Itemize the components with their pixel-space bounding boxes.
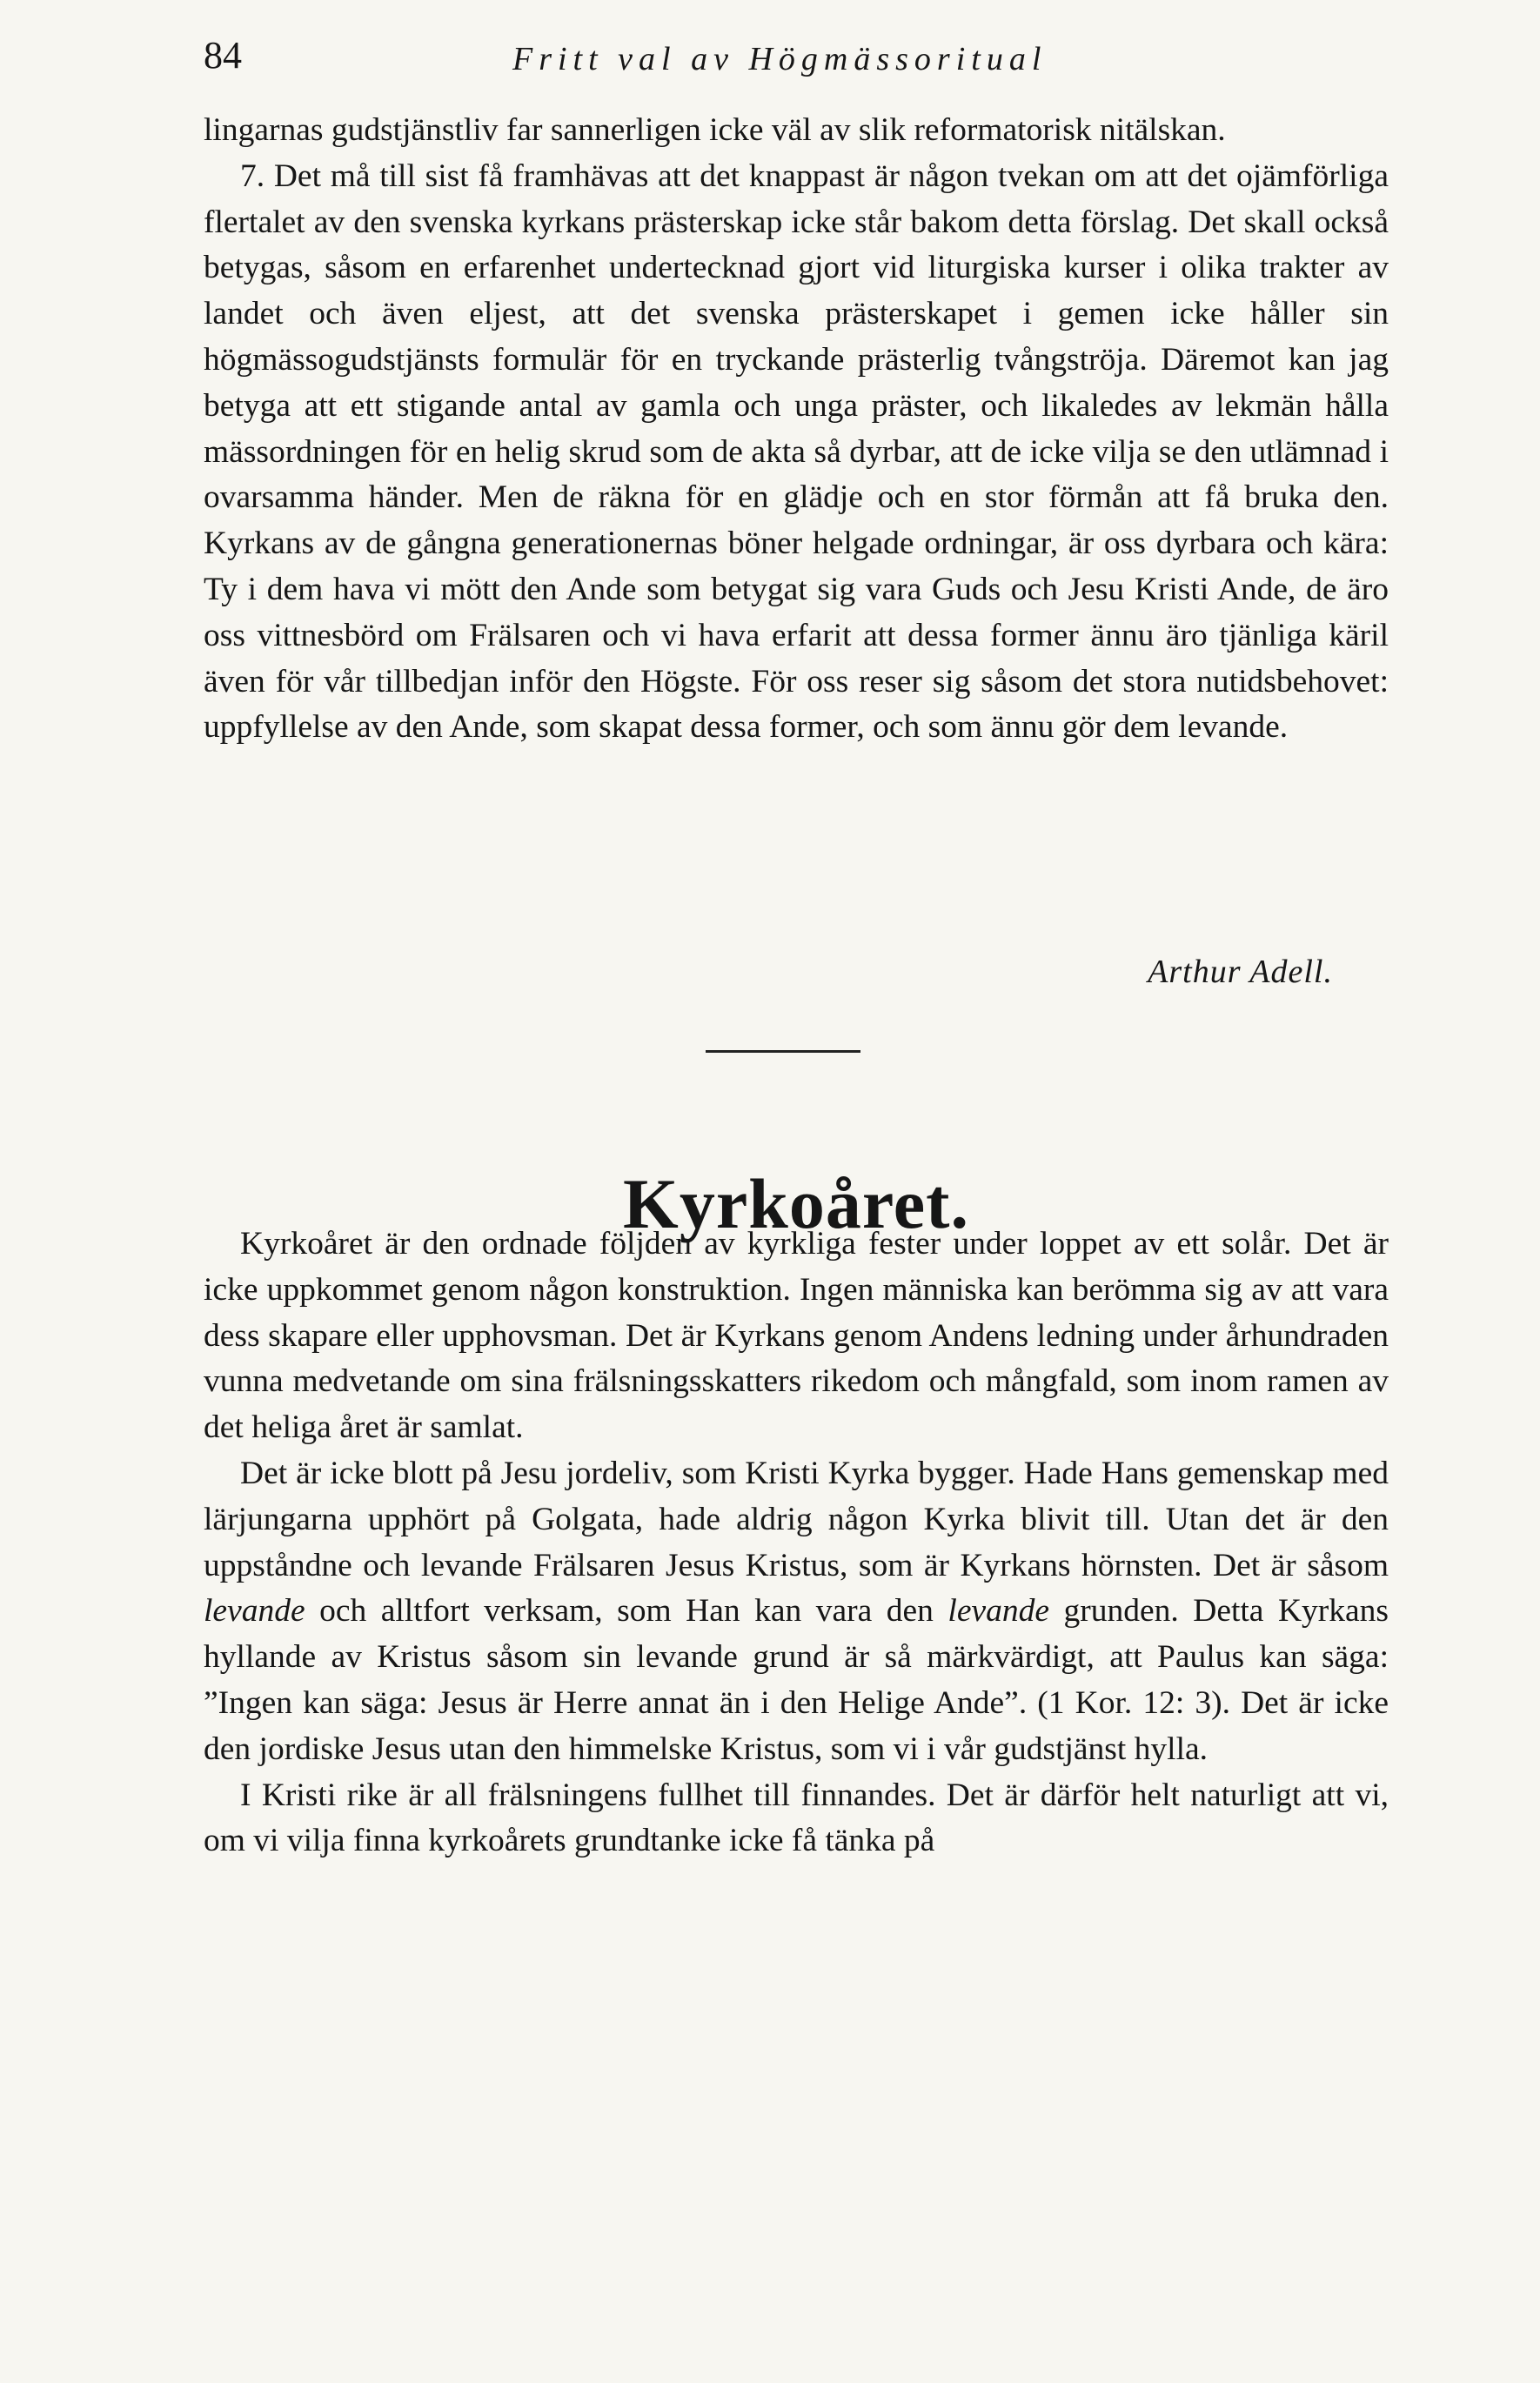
paragraph-2-part-c: grunden. Detta Kyrkans hyllande av Kristus såsom sin levande grund är så märkvärdigt, att Paulus kan säga: ”Ingen kan säga: Jesus är Herre annat än i den Helige Ande”. (1 Kor. 12: 3). Det är icke den jordiske Jesus utan den himmelske Kristus, som vi i vår gudstjänst hylla. — [204, 1593, 1389, 1767]
paragraph-2-part-a: Det är icke blott på Jesu jordeliv, som Kristi Kyrka bygger. Hade Hans gemenskap med lärjungarna upphört på Golgata, hade aldrig någon Kyrka blivit till. Utan det är den uppståndne och levande Frälsaren Jesus Kristus, som är Kyrkans hörnsten. Det är såsom — [204, 1455, 1389, 1583]
author-signature: Arthur Adell. — [1148, 954, 1333, 990]
book-page — [204, 21, 1389, 2361]
emphasis-levande-1: levande — [204, 1593, 305, 1630]
paragraph-2 — [204, 1451, 1389, 1773]
paragraph-point-7: 7. Det må till sist få framhävas att det knappast är någon tvekan om att det ojämförliga flertalet av den svenska kyrkans prästerskap icke står bakom detta förslag. Det skall också betygas, såsom en erfarenhet undertecknad gjort vid liturgiska kurser i olika trakter av landet och även eljest, att det svenska prästerskapet i gemen icke håller sin högmässogudstjänsts formulär för en tryckande prästerlig tvångströja. Däremot kan jag betyga att ett stigande antal av gamla och unga präster, och likaledes av lekmän hålla mässordningen för en helig skrud som de akta så dyrbar, att de icke vilja se den utlämnad i ovarsamma händer. Men de räkna för en glädje och en stor förmån att få bruka den. Kyrkans av de gångna generationernas böner helgade ordningar, är oss dyrbara och kära: Ty i dem hava vi mött den Ande som betygat sig vara Guds och Jesu Kristi Ande, de äro oss vittnesbörd om Frälsaren och vi hava erfarit att dessa former ännu äro tjänliga käril även för vår tillbedjan inför den Högste. För oss reser sig såsom det stora nutidsbehovet: uppfyllelse av den Ande, som skapat dessa former, och som ännu gör dem levande. — [204, 157, 1389, 746]
running-title: Fritt val av Högmässoritual — [512, 41, 1048, 77]
page-number: 84 — [204, 34, 242, 77]
previous-article-text — [204, 108, 1389, 751]
paragraph-continuation: lingarnas gudstjänstliv far sannerligen icke väl av slik reformatorisk nitälskan. — [204, 112, 1226, 148]
paragraph-1: Kyrkoåret är den ordnade följden av kyrkliga fester under loppet av ett solår. Det är icke uppkommet genom någon konstruktion. Ingen människa kan berömma sig av att vara dess skapare eller upphovsman. Det är Kyrkans genom Andens ledning under århundraden vunna medvetande om sina frälsningsskatters rikedom och mångfald, som inom ramen av det heliga året är samlat. — [204, 1226, 1389, 1446]
emphasis-levande-2: levande — [947, 1593, 1050, 1630]
kyrkoaret-article-text — [204, 1222, 1389, 1864]
section-title: Kyrkoåret. — [623, 1163, 969, 1243]
running-head — [204, 30, 1389, 90]
paragraph-2-part-b: och alltfort verksam, som Han kan vara den — [305, 1593, 948, 1630]
paragraph-3: I Kristi rike är all frälsningens fullhet till finnandes. Det är därför helt naturligt att vi, om vi vilja finna kyrkoårets grundtanke icke få tänka på — [204, 1777, 1389, 1859]
section-divider — [706, 1050, 860, 1053]
